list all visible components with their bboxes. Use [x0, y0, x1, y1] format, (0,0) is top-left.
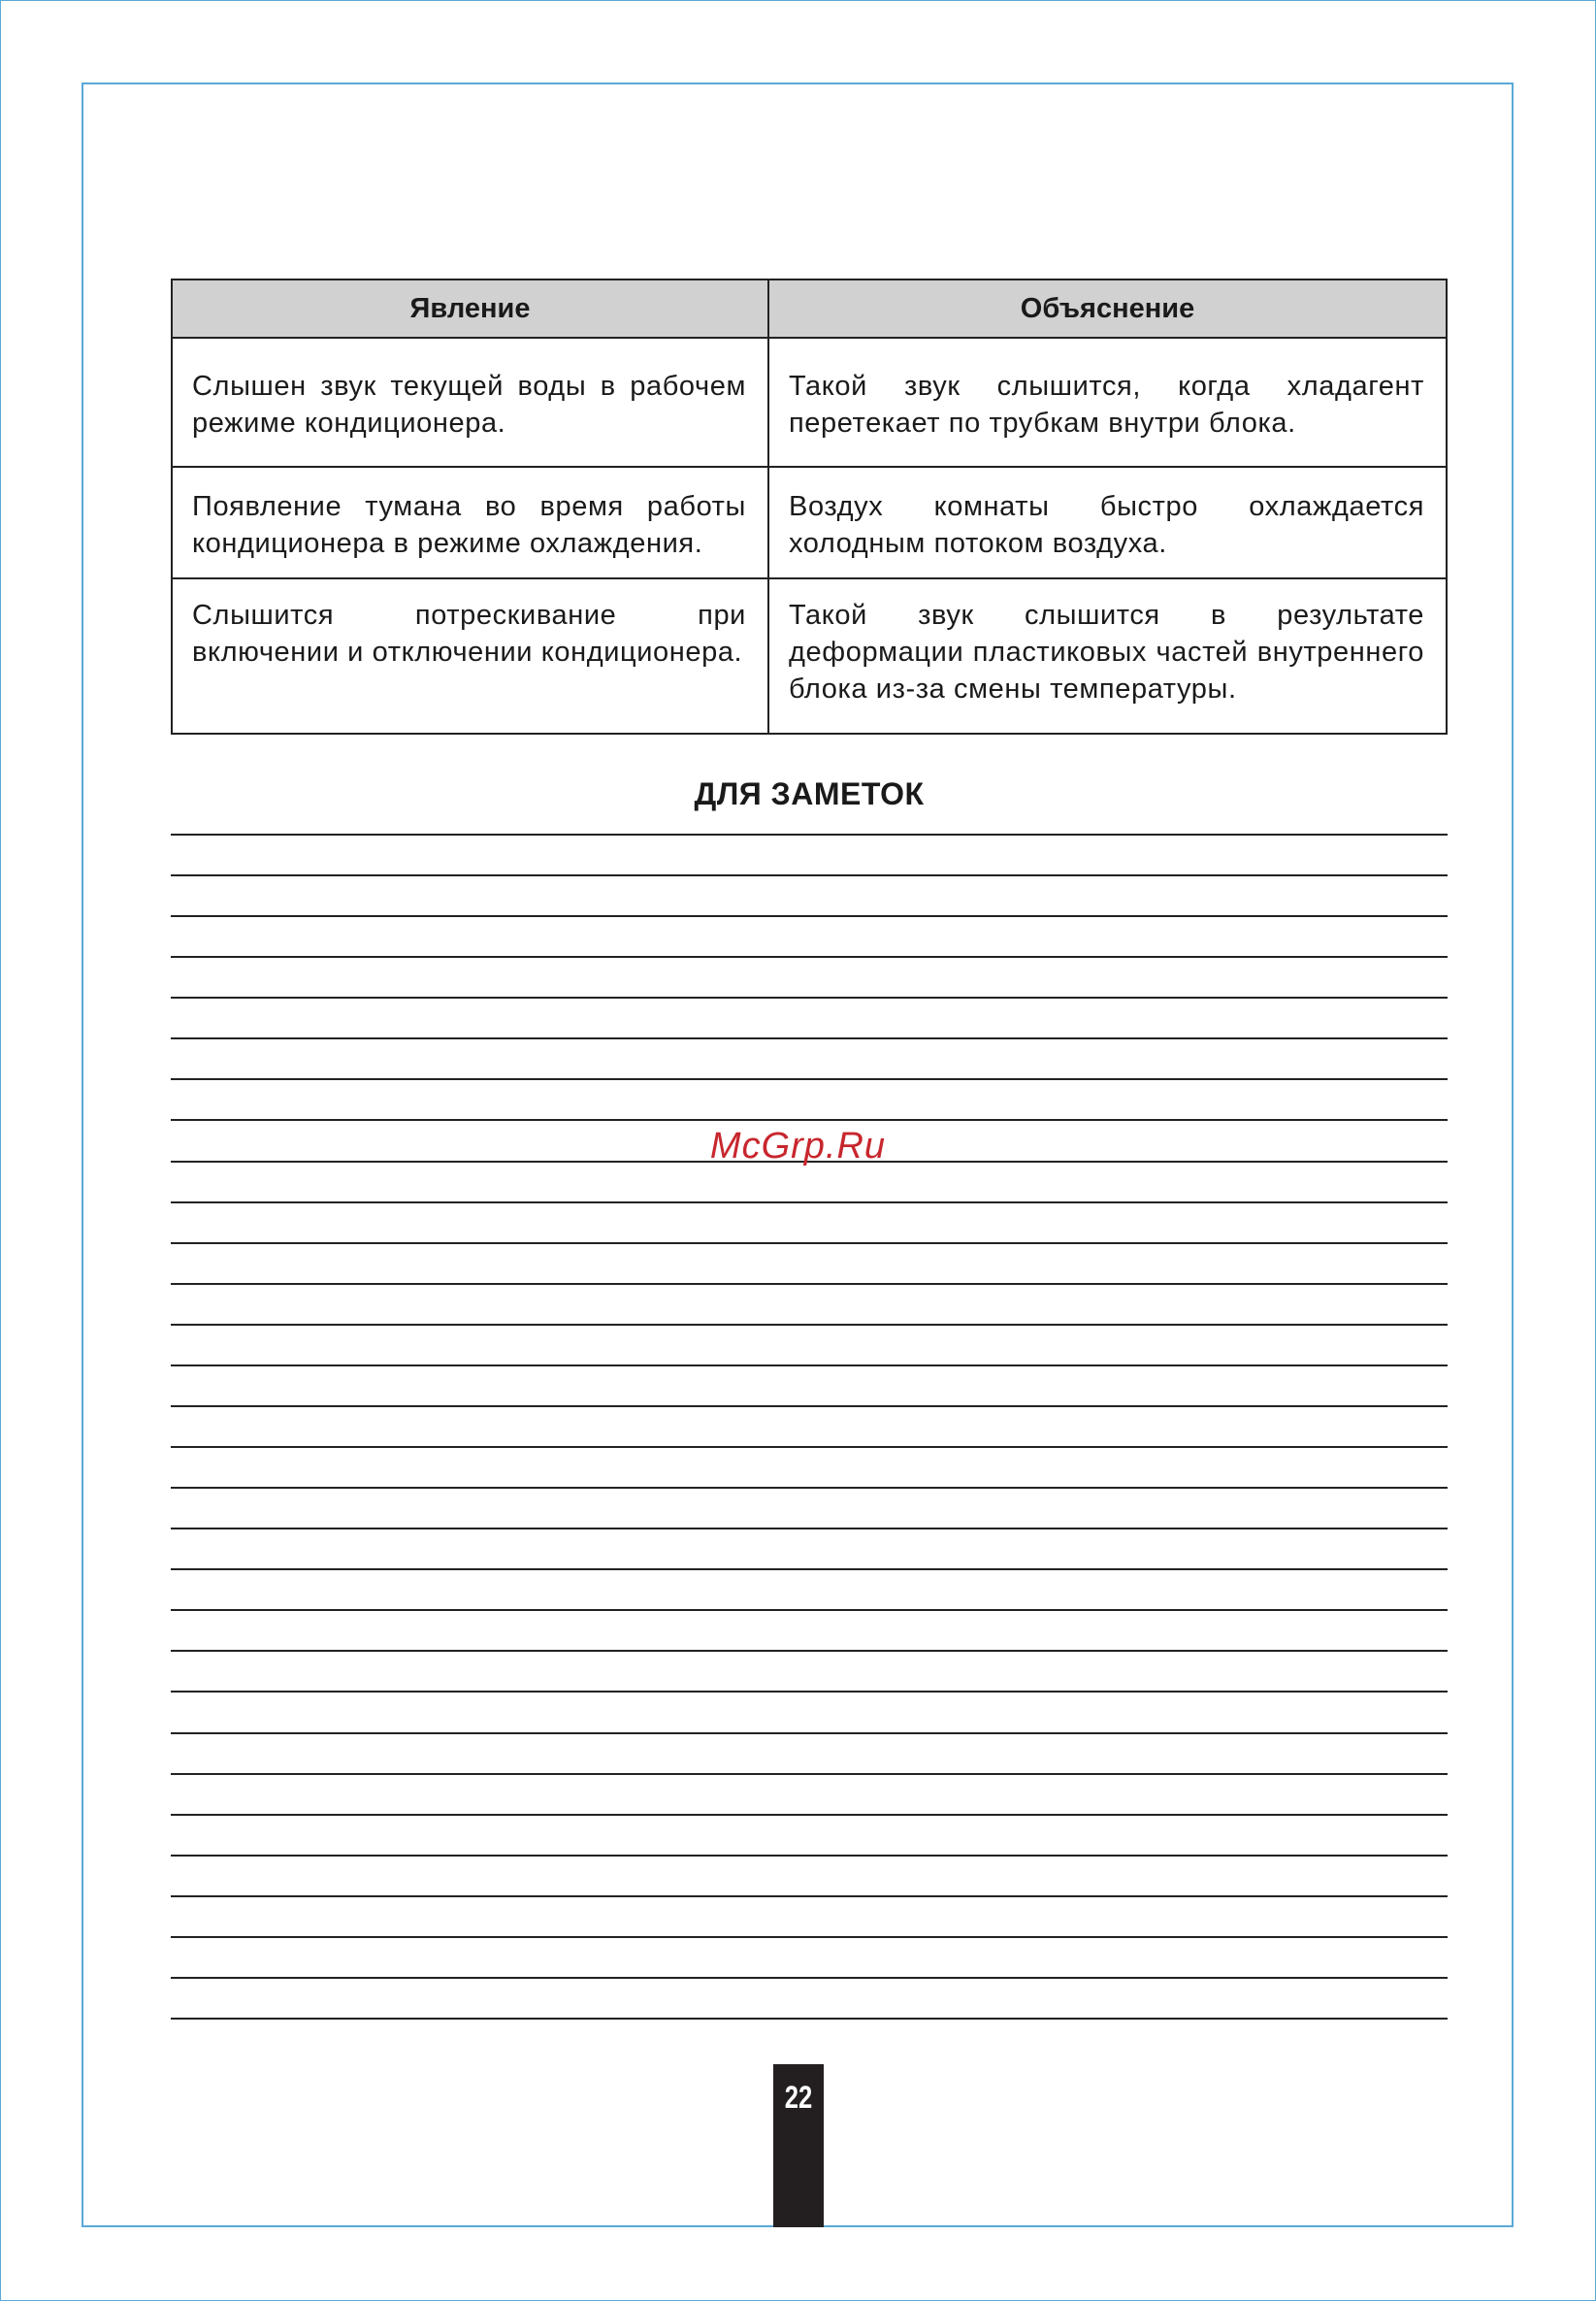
note-line: [171, 1732, 1448, 1734]
table-row: [172, 578, 1447, 734]
page-number-tab: [773, 2064, 824, 2227]
note-line: [171, 1528, 1448, 1529]
note-line: [171, 1895, 1448, 1897]
note-line: [171, 1037, 1448, 1039]
note-line: [171, 1078, 1448, 1080]
note-line: [171, 1119, 1448, 1121]
explanation-cell: Воздух комнаты быстро охлаждается холодным потоком воздуха.: [768, 467, 1447, 578]
phenomenon-cell: Слышится потрескивание при включении и отключении кондиционера.: [172, 578, 768, 734]
column-header-explanation: Объяснение: [768, 279, 1447, 338]
note-line: [171, 1405, 1448, 1407]
phenomenon-cell: Слышен звук текущей воды в рабочем режиме кондиционера.: [172, 338, 768, 467]
note-line: [171, 1855, 1448, 1857]
note-line: [171, 874, 1448, 876]
note-line: [171, 1324, 1448, 1326]
note-line: [171, 997, 1448, 999]
note-line: [171, 1814, 1448, 1816]
explanation-cell: Такой звук слышится, когда хладагент перетекает по трубкам внутри блока.: [768, 338, 1447, 467]
notes-title: ДЛЯ ЗАМЕТОК: [694, 776, 925, 811]
note-line: [171, 1691, 1448, 1693]
note-line: [171, 1446, 1448, 1448]
table-row: [172, 467, 1447, 578]
note-line: [171, 2018, 1448, 2020]
note-line: [171, 915, 1448, 917]
note-line: [171, 1201, 1448, 1203]
table-header-row: [172, 279, 1447, 338]
page-number: 22: [784, 2080, 813, 2115]
note-line: [171, 1977, 1448, 1979]
note-line: [171, 1773, 1448, 1775]
note-line: [171, 956, 1448, 958]
column-header-phenomenon: Явление: [172, 279, 768, 338]
notes-lines: [171, 834, 1448, 2018]
note-line: [171, 1364, 1448, 1366]
note-line: [171, 834, 1448, 836]
note-line: [171, 1242, 1448, 1244]
troubleshooting-table: [171, 279, 1448, 735]
note-line: [171, 1487, 1448, 1489]
note-line: [171, 1609, 1448, 1611]
phenomenon-cell: Появление тумана во время работы кондиционера в режиме охлаждения.: [172, 467, 768, 578]
note-line: [171, 1650, 1448, 1652]
explanation-cell: Такой звук слышится в результате деформации пластиковых частей внутреннего блока из-за смены температуры.: [768, 578, 1447, 734]
note-line: [171, 1283, 1448, 1285]
table-row: [172, 338, 1447, 467]
note-line: [171, 1936, 1448, 1938]
note-line: [171, 1568, 1448, 1570]
watermark: McGrp.Ru: [709, 1126, 887, 1167]
